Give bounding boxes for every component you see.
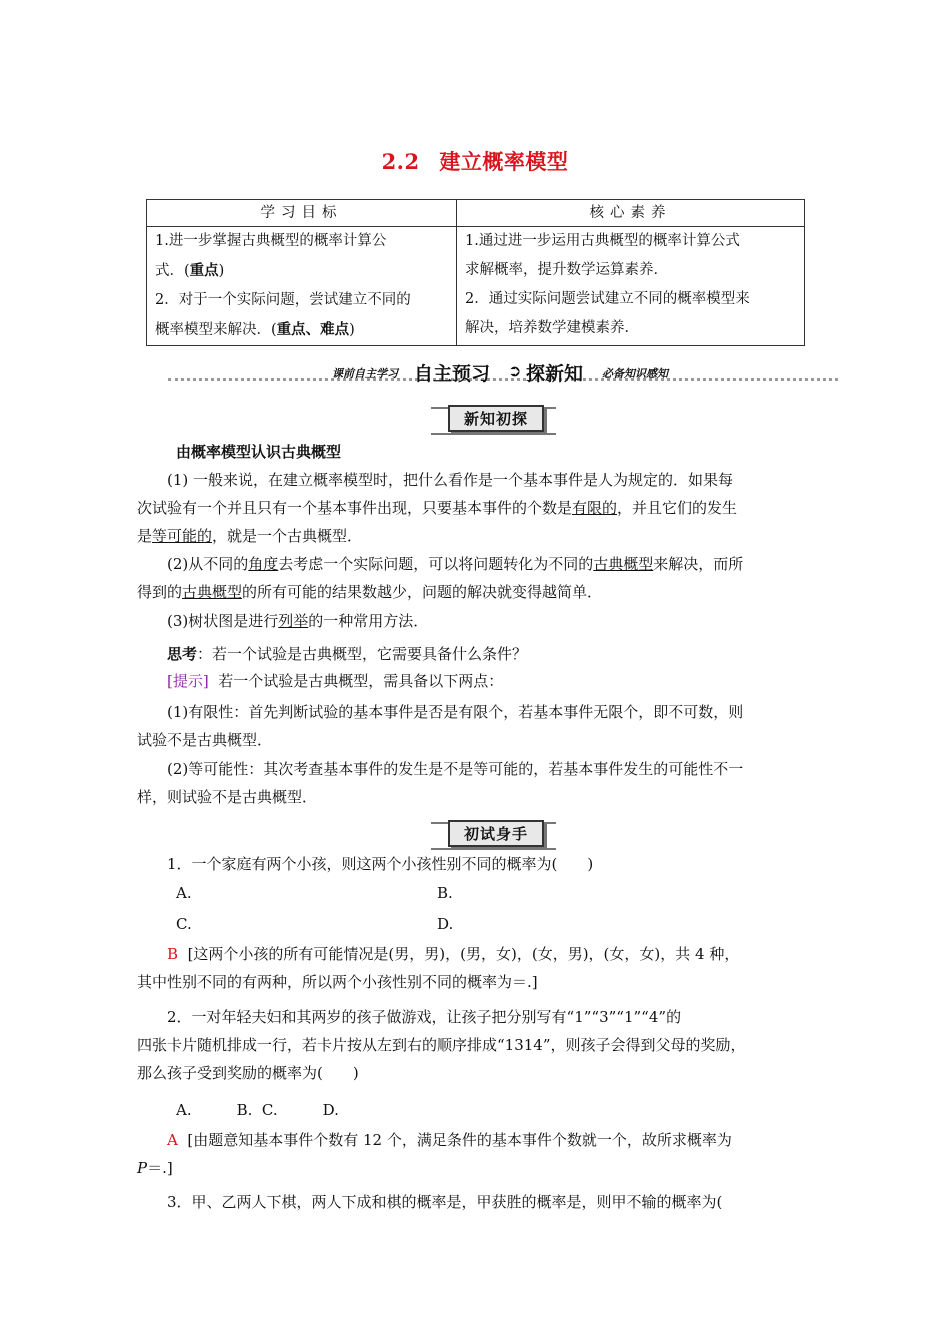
q1-option-c: C. — [176, 915, 192, 933]
goals-table — [146, 199, 805, 346]
title-number: 2.2 — [381, 149, 420, 174]
goals-header-literacy: 核心素养 — [457, 200, 805, 227]
tag-new-knowledge: 新知初探 — [448, 405, 544, 432]
paragraph-2: (2)从不同的角度去考虑一个实际问题，可以将问题转化为不同的古典概型来解决，而所 得到的古典概型的所有可能的结果数越少，问题的解决就变得越简单． — [137, 555, 744, 601]
paragraph-3: (3)树状图是进行列举的一种常用方法． — [167, 612, 429, 630]
paragraph-1: (1) 一般来说，在建立概率模型时，把什么看作是一个基本事件是人为规定的．如果每 次试验有一个并且只有一个基本事件出现，只要基本事件的个数是有限的，并且它们的发生 是等可能的，就是一个古典概型． — [137, 471, 738, 545]
section-banner: 课前自主学习 自主预习 ➲ 探新知 必备知识感知 — [168, 361, 838, 381]
arrow-icon: ➲ — [508, 361, 522, 380]
tag-first-try: 初试身手 — [448, 820, 544, 847]
goals-header-learning: 学习目标 — [147, 200, 457, 227]
subheading: 由概率模型认识古典概型 — [176, 443, 342, 461]
question-3: 3．甲、乙两人下棋，两人下成和棋的概率是，甲获胜的概率是，则甲不输的概率为( — [167, 1193, 723, 1211]
q2-explanation: A [由题意知基本事件个数有 12 个，满足条件的基本事件个数就一个，故所求概率为 P＝.] — [137, 1131, 732, 1177]
q1-option-d: D. — [437, 915, 454, 933]
q2-options: A. B. C. D. — [176, 1101, 339, 1119]
hint-point-2: (2)等可能性：其次考查基本事件的发生是不是等可能的，若基本事件发生的可能性不一 样，则试验不是古典概型． — [137, 760, 744, 806]
question-1: 1．一个家庭有两个小孩，则这两个小孩性别不同的概率为( ) — [167, 855, 594, 873]
hint: [提示] 若一个试验是古典概型，需具备以下两点： — [167, 672, 504, 690]
q1-explanation: B [这两个小孩的所有可能情况是(男，男)，(男，女)，(女，男)，(女，女)，共 4 种， 其中性别不同的有两种，所以两个小孩性别不同的概率为＝.] — [137, 945, 740, 991]
page-title — [0, 146, 950, 176]
title-text: 建立概率模型 — [439, 149, 569, 174]
hint-point-1: (1)有限性：首先判断试验的基本事件是否是有限个，若基本事件无限个，即不可数，则 试验不是古典概型． — [137, 703, 744, 749]
think-question: 思考：若一个试验是古典概型，它需要具备什么条件？ — [167, 645, 528, 663]
q1-option-a: A. — [176, 884, 192, 902]
question-2: 2．一对年轻夫妇和其两岁的孩子做游戏，让孩子把分别写有“1”“3”“1”“4”的 四张卡片随机排成一行，若卡片按从左到右的顺序排成“1314”，则孩子会得到父母的奖励， 那么孩子受到奖励的概率为( ) — [137, 1008, 746, 1082]
learning-goals-cell: 1.进一步掌握古典概型的概率计算公 式．(重点) 2．对于一个实际问题，尝试建立不同的 概率模型来解决．(重点、难点) — [147, 227, 457, 346]
core-literacy-cell: 1.通过进一步运用古典概型的概率计算公式 求解概率，提升数学运算素养． 2．通过实际问题尝试建立不同的概率模型来 解决，培养数学建模素养． — [457, 227, 805, 346]
q1-option-b: B. — [437, 884, 453, 902]
